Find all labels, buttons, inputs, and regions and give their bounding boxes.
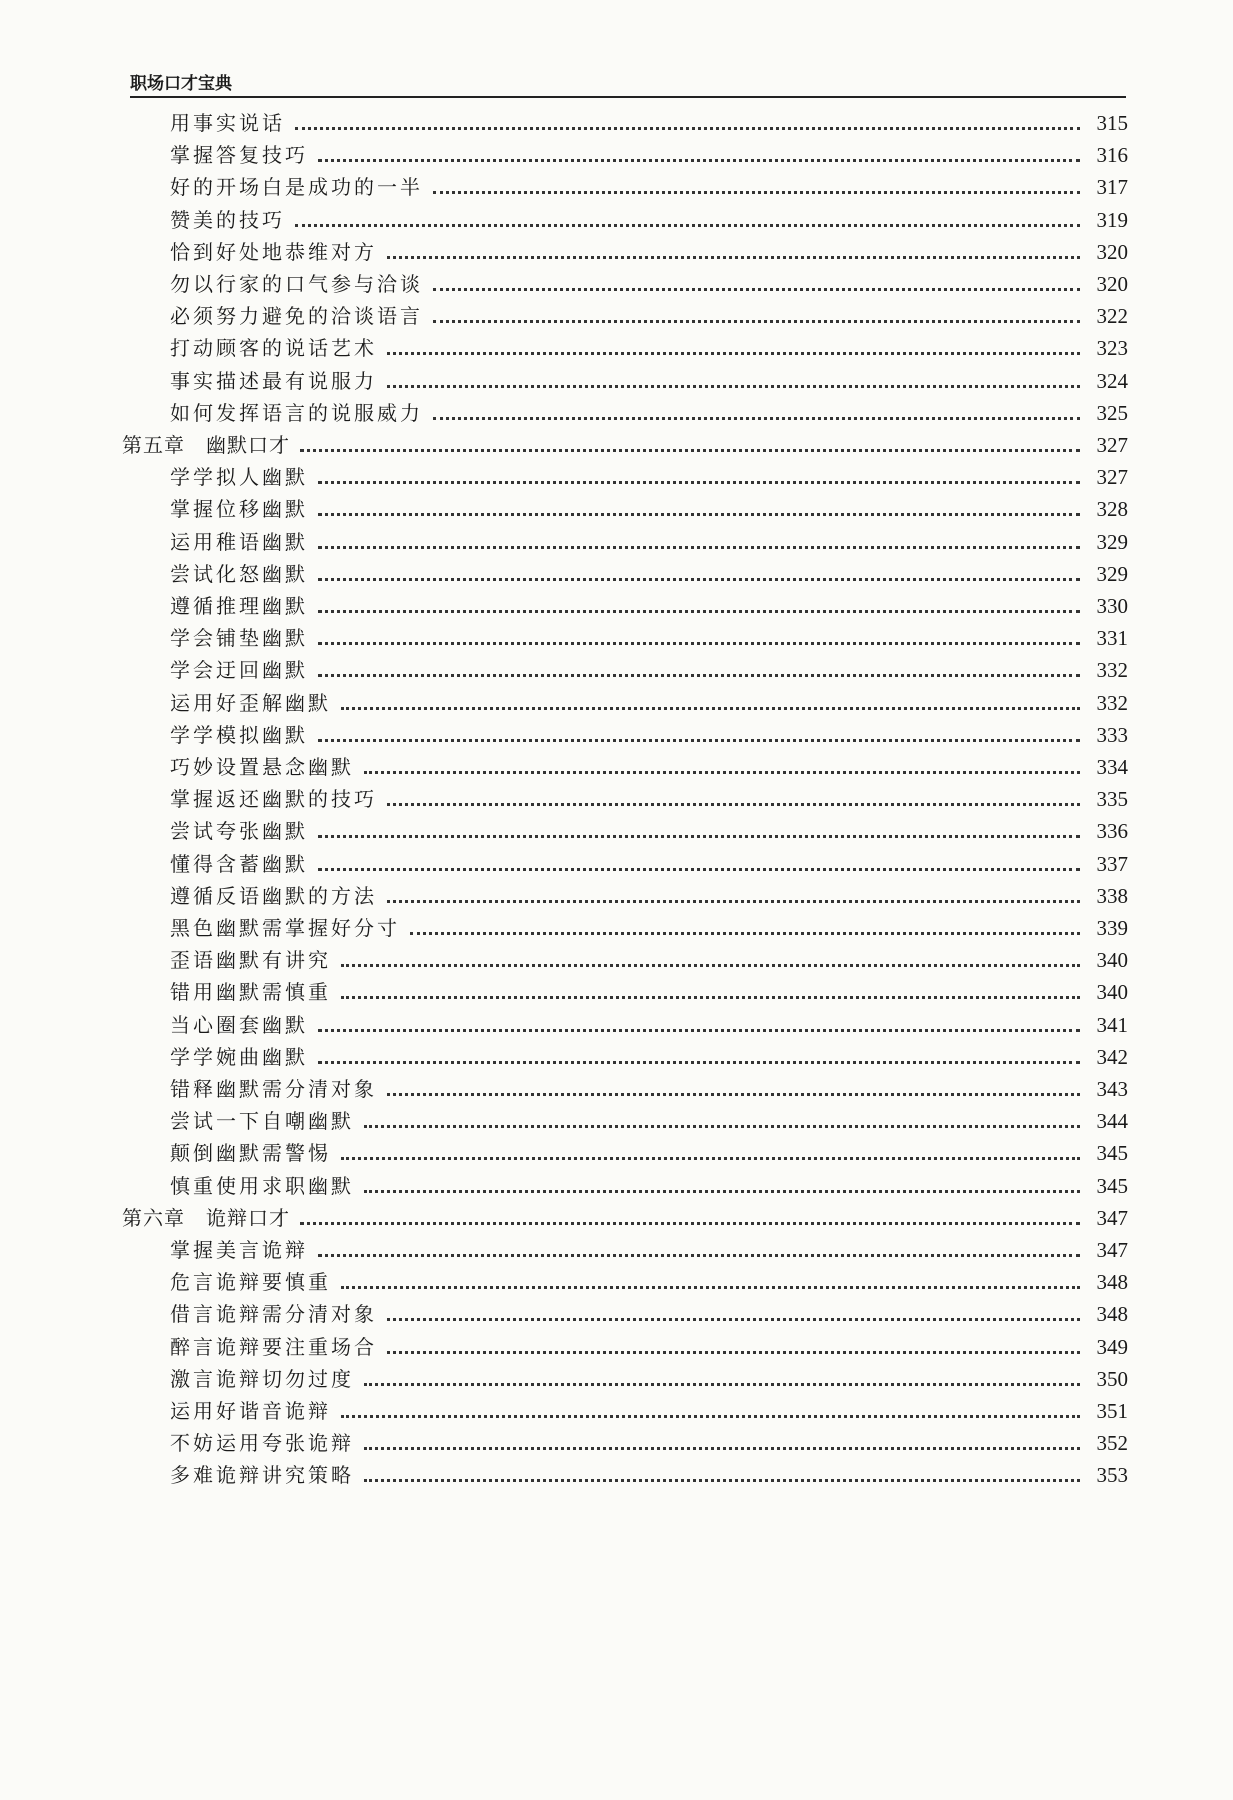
toc-page-number: 339: [1096, 916, 1128, 940]
toc-page-number: 338: [1096, 883, 1128, 908]
toc-entry-title: 多难诡辩讲究策略: [170, 1463, 354, 1488]
dot-leader: [433, 191, 1080, 194]
toc-section-entry: [170, 1171, 1128, 1201]
toc-section-entry: [170, 366, 1128, 396]
toc-entry-title: 恰到好处地恭维对方: [170, 239, 377, 264]
dot-leader: [318, 1029, 1080, 1032]
toc-entry-title: 懂得含蓄幽默: [170, 851, 308, 876]
toc-section-entry: [170, 1138, 1128, 1168]
toc-entry-title: 掌握位移幽默: [170, 497, 308, 522]
toc-entry-title: 遵循反语幽默的方法: [170, 883, 377, 908]
toc-section-entry: [170, 913, 1128, 943]
dot-leader: [318, 739, 1080, 742]
toc-entry-title: 事实描述最有说服力: [170, 368, 377, 393]
toc-entry-title: 运用好歪解幽默: [170, 690, 331, 715]
toc-page-number: 347: [1096, 1238, 1128, 1262]
toc-chapter-entry: [122, 1203, 1128, 1233]
dot-leader: [318, 610, 1080, 613]
toc-section-entry: [170, 333, 1128, 363]
dot-leader: [300, 1222, 1080, 1225]
toc-page-number: 322: [1096, 304, 1128, 329]
toc-page-number: 323: [1096, 336, 1128, 361]
toc-entry-title: 当心圈套幽默: [170, 1012, 308, 1037]
toc-page-number: 345: [1096, 1141, 1128, 1166]
toc-entry-title: 危言诡辩要慎重: [170, 1270, 331, 1295]
toc-page-number: 330: [1096, 594, 1128, 618]
toc-page-number: 327: [1096, 433, 1128, 457]
toc-page-number: 332: [1096, 690, 1128, 715]
dot-leader: [318, 1254, 1080, 1257]
toc-page-number: 342: [1096, 1044, 1128, 1069]
dot-leader: [318, 481, 1080, 484]
toc-entry-title: 学学拟人幽默: [170, 465, 308, 490]
dot-leader: [341, 1415, 1080, 1418]
toc-section-entry: [170, 1396, 1128, 1426]
toc-section-entry: [170, 559, 1128, 589]
toc-entry-title: 掌握答复技巧: [170, 143, 308, 168]
toc-entry-title: 不妨运用夸张诡辩: [170, 1431, 354, 1456]
toc-section-entry: [170, 1074, 1128, 1104]
toc-entry-title: 赞美的技巧: [170, 207, 285, 232]
toc-entry-title: 如何发挥语言的说服威力: [170, 400, 423, 425]
toc-entry-title: 尝试夸张幽默: [170, 819, 308, 844]
toc-page-number: 343: [1096, 1077, 1128, 1101]
dot-leader: [387, 352, 1080, 355]
toc-page-number: 317: [1096, 175, 1128, 200]
dot-leader: [318, 513, 1080, 516]
toc-page-number: 352: [1096, 1431, 1128, 1456]
toc-page-number: 336: [1096, 819, 1128, 844]
toc-entry-title: 第六章 诡辩口才: [122, 1205, 290, 1230]
dot-leader: [387, 1351, 1080, 1354]
toc-page-number: 350: [1096, 1366, 1128, 1391]
toc-page-number: 332: [1096, 658, 1128, 683]
toc-section-entry: [170, 977, 1128, 1007]
dot-leader: [410, 932, 1080, 935]
dot-leader: [295, 224, 1080, 227]
toc-entry-title: 错释幽默需分清对象: [170, 1077, 377, 1101]
toc-section-entry: [170, 301, 1128, 331]
running-header: [130, 70, 1126, 98]
toc-page-number: 340: [1096, 948, 1128, 973]
dot-leader: [364, 1479, 1080, 1482]
dot-leader: [341, 964, 1080, 967]
dot-leader: [341, 996, 1080, 999]
toc-section-entry: [170, 1299, 1128, 1329]
toc-section-entry: [170, 494, 1128, 524]
dot-leader: [364, 1125, 1080, 1128]
toc-section-entry: [170, 237, 1128, 267]
dot-leader: [364, 1447, 1080, 1450]
dot-leader: [387, 385, 1080, 388]
toc-section-entry: [170, 398, 1128, 428]
toc-entry-title: 掌握美言诡辩: [170, 1238, 308, 1262]
toc-section-entry: [170, 945, 1128, 975]
dot-leader: [387, 1318, 1080, 1321]
toc-entry-title: 学会铺垫幽默: [170, 626, 308, 651]
toc-section-entry: [170, 205, 1128, 235]
dot-leader: [341, 707, 1080, 710]
toc-page-number: 324: [1096, 368, 1128, 393]
toc-page-number: 325: [1096, 400, 1128, 425]
dot-leader: [387, 900, 1080, 903]
dot-leader: [300, 449, 1080, 452]
toc-page-number: 333: [1096, 722, 1128, 747]
toc-section-entry: [170, 269, 1128, 299]
toc-section-entry: [170, 591, 1128, 621]
toc-entry-title: 尝试一下自嘲幽默: [170, 1109, 354, 1134]
dot-leader: [433, 288, 1080, 291]
toc-entry-title: 打动顾客的说话艺术: [170, 336, 377, 361]
dot-leader: [364, 1190, 1080, 1193]
toc-section-entry: [170, 462, 1128, 492]
toc-section-entry: [170, 140, 1128, 170]
toc-page-number: 337: [1096, 851, 1128, 876]
toc-entry-title: 醉言诡辩要注重场合: [170, 1334, 377, 1359]
toc-entry-title: 尝试化怒幽默: [170, 561, 308, 586]
toc-section-entry: [170, 1010, 1128, 1040]
dot-leader: [364, 1383, 1080, 1386]
toc-section-entry: [170, 720, 1128, 750]
toc-page-number: 315: [1096, 111, 1128, 135]
toc-entry-title: 用事实说话: [170, 111, 285, 135]
toc-section-entry: [170, 1332, 1128, 1362]
toc-section-entry: [170, 1106, 1128, 1136]
toc-page-number: 329: [1096, 561, 1128, 586]
toc-page-number: 349: [1096, 1334, 1128, 1359]
toc-entry-title: 必须努力避免的洽谈语言: [170, 304, 423, 329]
dot-leader: [318, 578, 1080, 581]
toc-section-entry: [170, 816, 1128, 846]
toc-page-number: 353: [1096, 1463, 1128, 1488]
dot-leader: [387, 256, 1080, 259]
toc-entry-title: 学学婉曲幽默: [170, 1044, 308, 1069]
toc-entry-title: 运用稚语幽默: [170, 529, 308, 554]
toc-entry-title: 学会迂回幽默: [170, 658, 308, 683]
toc-page-number: 344: [1096, 1109, 1128, 1134]
dot-leader: [318, 835, 1080, 838]
toc-entry-title: 好的开场白是成功的一半: [170, 175, 423, 200]
toc-entry-title: 借言诡辩需分清对象: [170, 1302, 377, 1327]
dot-leader: [433, 320, 1080, 323]
toc-page-number: 347: [1096, 1205, 1128, 1230]
toc-section-entry: [170, 688, 1128, 718]
toc-page-number: 327: [1096, 465, 1128, 490]
toc-entry-title: 运用好谐音诡辩: [170, 1399, 331, 1423]
dot-leader: [318, 1061, 1080, 1064]
toc-page-number: 334: [1096, 755, 1128, 779]
toc-page-number: 331: [1096, 626, 1128, 651]
toc-entry-title: 黑色幽默需掌握好分寸: [170, 916, 400, 940]
toc-entry-title: 歪语幽默有讲究: [170, 948, 331, 973]
dot-leader: [318, 642, 1080, 645]
toc-section-entry: [170, 172, 1128, 202]
toc-entry-title: 巧妙设置悬念幽默: [170, 755, 354, 779]
toc-entry-title: 第五章 幽默口才: [122, 433, 290, 457]
toc-entry-title: 慎重使用求职幽默: [170, 1173, 354, 1198]
toc-page-number: 329: [1096, 529, 1128, 554]
dot-leader: [364, 771, 1080, 774]
toc-page-number: 345: [1096, 1173, 1128, 1198]
toc-page-number: 328: [1096, 497, 1128, 522]
toc-section-entry: [170, 1460, 1128, 1490]
toc-section-entry: [170, 1428, 1128, 1458]
toc-section-entry: [170, 1235, 1128, 1265]
toc-section-entry: [170, 784, 1128, 814]
toc-page-number: 316: [1096, 143, 1128, 168]
toc-entry-title: 颠倒幽默需警惕: [170, 1141, 331, 1166]
dot-leader: [318, 674, 1080, 677]
toc-section-entry: [170, 527, 1128, 557]
dot-leader: [387, 803, 1080, 806]
toc-entry-title: 遵循推理幽默: [170, 594, 308, 618]
toc-entry-title: 勿以行家的口气参与洽谈: [170, 272, 423, 296]
toc-section-entry: [170, 849, 1128, 879]
toc-page-number: 348: [1096, 1270, 1128, 1295]
toc-page-number: 348: [1096, 1302, 1128, 1327]
toc-page-number: 341: [1096, 1012, 1128, 1037]
toc-section-entry: [170, 1267, 1128, 1297]
dot-leader: [318, 546, 1080, 549]
toc-entry-title: 激言诡辩切勿过度: [170, 1366, 354, 1391]
toc-section-entry: [170, 752, 1128, 782]
toc-page-number: 335: [1096, 787, 1128, 812]
toc-page-number: 320: [1096, 239, 1128, 264]
book-title: 职场口才宝典: [130, 69, 236, 94]
dot-leader: [318, 159, 1080, 162]
toc-section-entry: [170, 623, 1128, 653]
toc-section-entry: [170, 881, 1128, 911]
dot-leader: [433, 417, 1080, 420]
toc-chapter-entry: [122, 430, 1128, 460]
toc-section-entry: [170, 108, 1128, 138]
toc-entry-title: 学学模拟幽默: [170, 722, 308, 747]
toc-section-entry: [170, 1364, 1128, 1394]
toc-entry-title: 错用幽默需慎重: [170, 980, 331, 1005]
dot-leader: [318, 868, 1080, 871]
toc-page-number: 351: [1096, 1399, 1128, 1423]
toc-page-number: 319: [1096, 207, 1128, 232]
dot-leader: [295, 127, 1080, 130]
toc-page-number: 340: [1096, 980, 1128, 1005]
dot-leader: [341, 1286, 1080, 1289]
toc-section-entry: [170, 1042, 1128, 1072]
toc-entry-title: 掌握返还幽默的技巧: [170, 787, 377, 812]
toc-section-entry: [170, 655, 1128, 685]
dot-leader: [341, 1157, 1080, 1160]
dot-leader: [387, 1093, 1080, 1096]
toc-page-number: 320: [1096, 272, 1128, 296]
